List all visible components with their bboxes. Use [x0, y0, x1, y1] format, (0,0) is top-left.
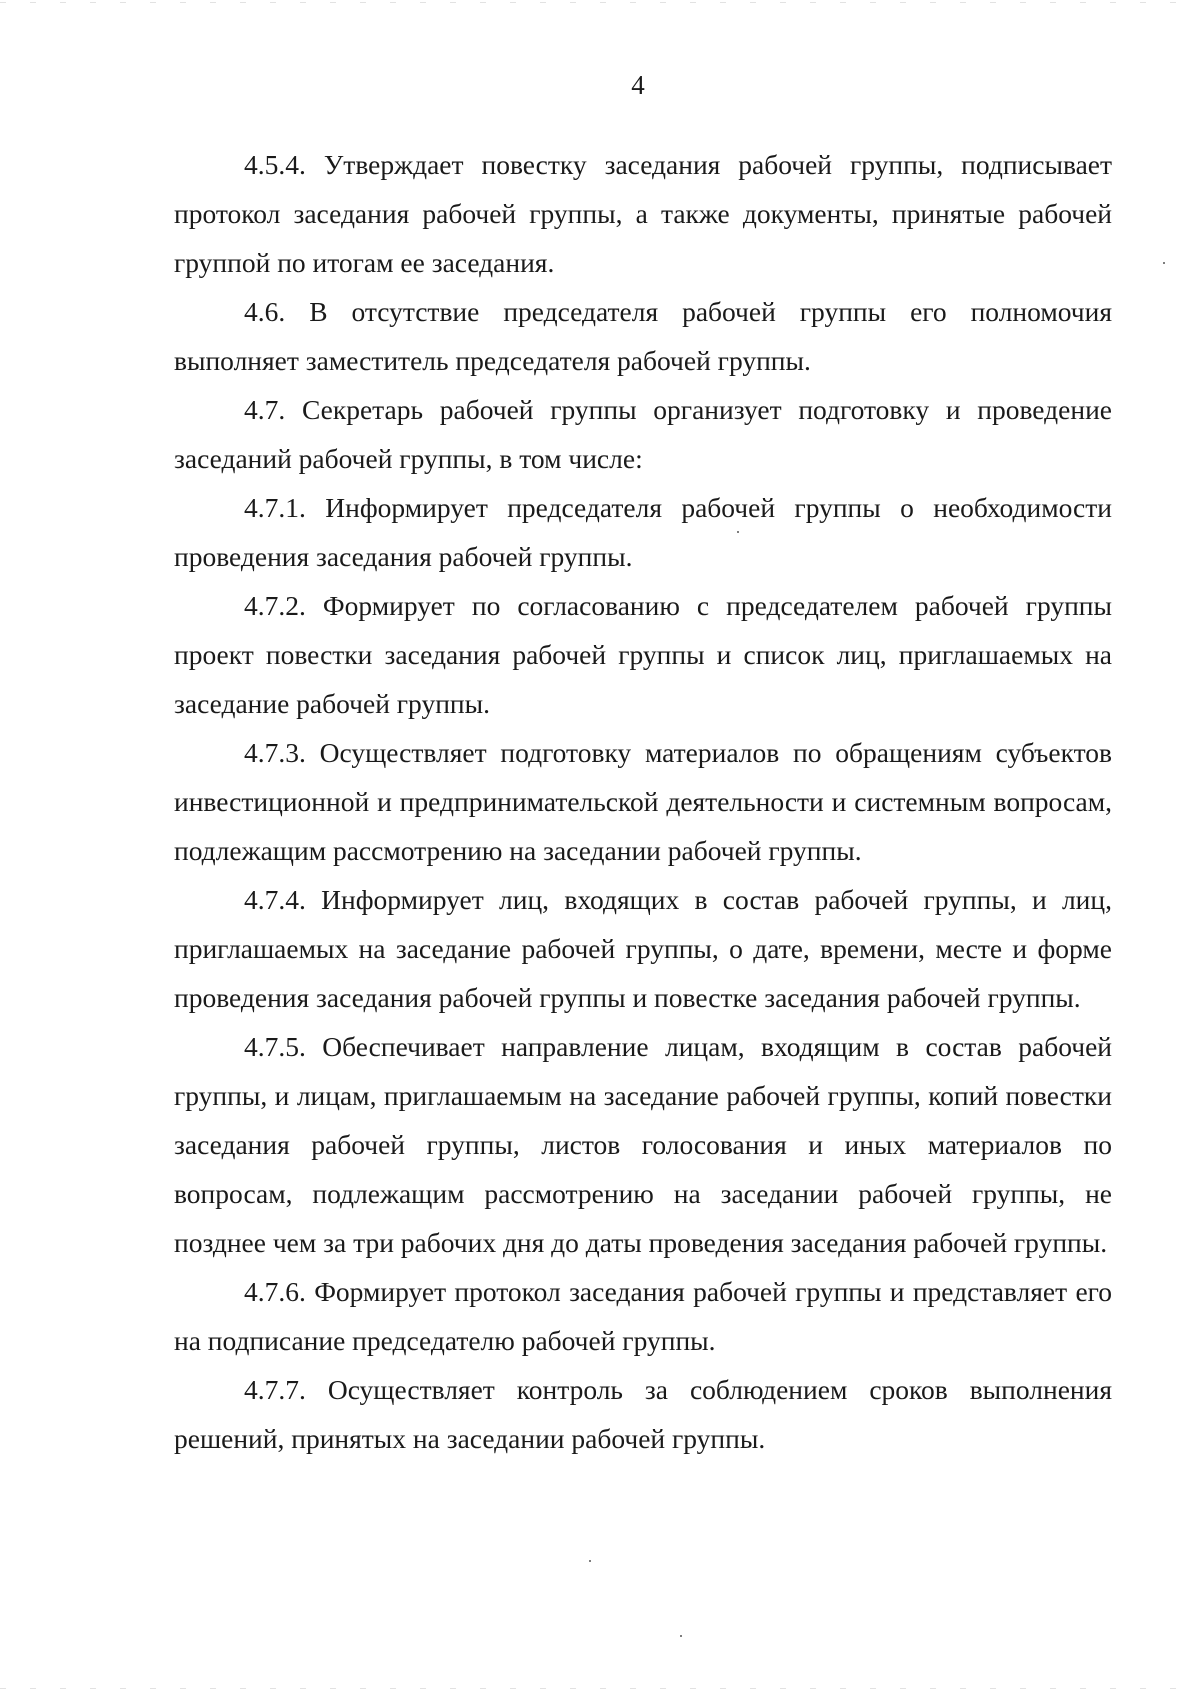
page-number: 4 — [631, 70, 645, 100]
paragraph-4-5-4: 4.5.4. Утверждает повестку заседания рабочей группы, подписывает протокол заседания рабочей группы, а также документы, принятые рабочей группой по итогам ее заседания. — [174, 149, 1112, 278]
scan-edge-top — [0, 2, 1200, 3]
paragraph-4-7-3: 4.7.3. Осуществляет подготовку материалов по обращениям субъектов инвестиционной и предпринимательской деятельности и системным вопросам, подлежащим рассмотрению на заседании рабочей группы. — [174, 737, 1112, 866]
paragraph-4-7-4: 4.7.4. Информирует лиц, входящих в состав рабочей группы, и лиц, приглашаемых на заседание рабочей группы, о дате, времени, месте и форме проведения заседания рабочей группы и повестке заседания рабочей группы. — [174, 884, 1112, 1013]
scan-speck — [1163, 262, 1165, 264]
paragraph-4-7-7: 4.7.7. Осуществляет контроль за соблюдением сроков выполнения решений, принятых на заседании рабочей группы. — [174, 1374, 1112, 1454]
scan-edge-bottom — [0, 1688, 1200, 1689]
scan-speck — [737, 531, 739, 533]
scan-speck — [589, 1560, 591, 1562]
scan-speck — [680, 1635, 682, 1637]
paragraph-4-7: 4.7. Секретарь рабочей группы организует подготовку и проведение заседаний рабочей группы, в том числе: — [174, 394, 1112, 474]
paragraph-4-7-2: 4.7.2. Формирует по согласованию с председателем рабочей группы проект повестки заседания рабочей группы и список лиц, приглашаемых на заседание рабочей группы. — [174, 590, 1112, 719]
paragraph-4-6: 4.6. В отсутствие председателя рабочей группы его полномочия выполняет заместитель председателя рабочей группы. — [174, 296, 1112, 376]
paragraph-4-7-1: 4.7.1. Информирует председателя рабочей группы о необходимости проведения заседания рабочей группы. — [174, 492, 1112, 572]
paragraph-4-7-5: 4.7.5. Обеспечивает направление лицам, входящим в состав рабочей группы, и лицам, приглашаемым на заседание рабочей группы, копий повестки заседания рабочей группы, листов голосования и иных материалов по вопросам, подлежащим рассмотрению на заседании рабочей группы, не позднее чем за три рабочих дня до даты проведения заседания рабочей группы. — [174, 1031, 1112, 1258]
paragraph-4-7-6: 4.7.6. Формирует протокол заседания рабочей группы и представляет его на подписание председателю рабочей группы. — [174, 1276, 1112, 1356]
document-body — [174, 140, 1112, 1463]
